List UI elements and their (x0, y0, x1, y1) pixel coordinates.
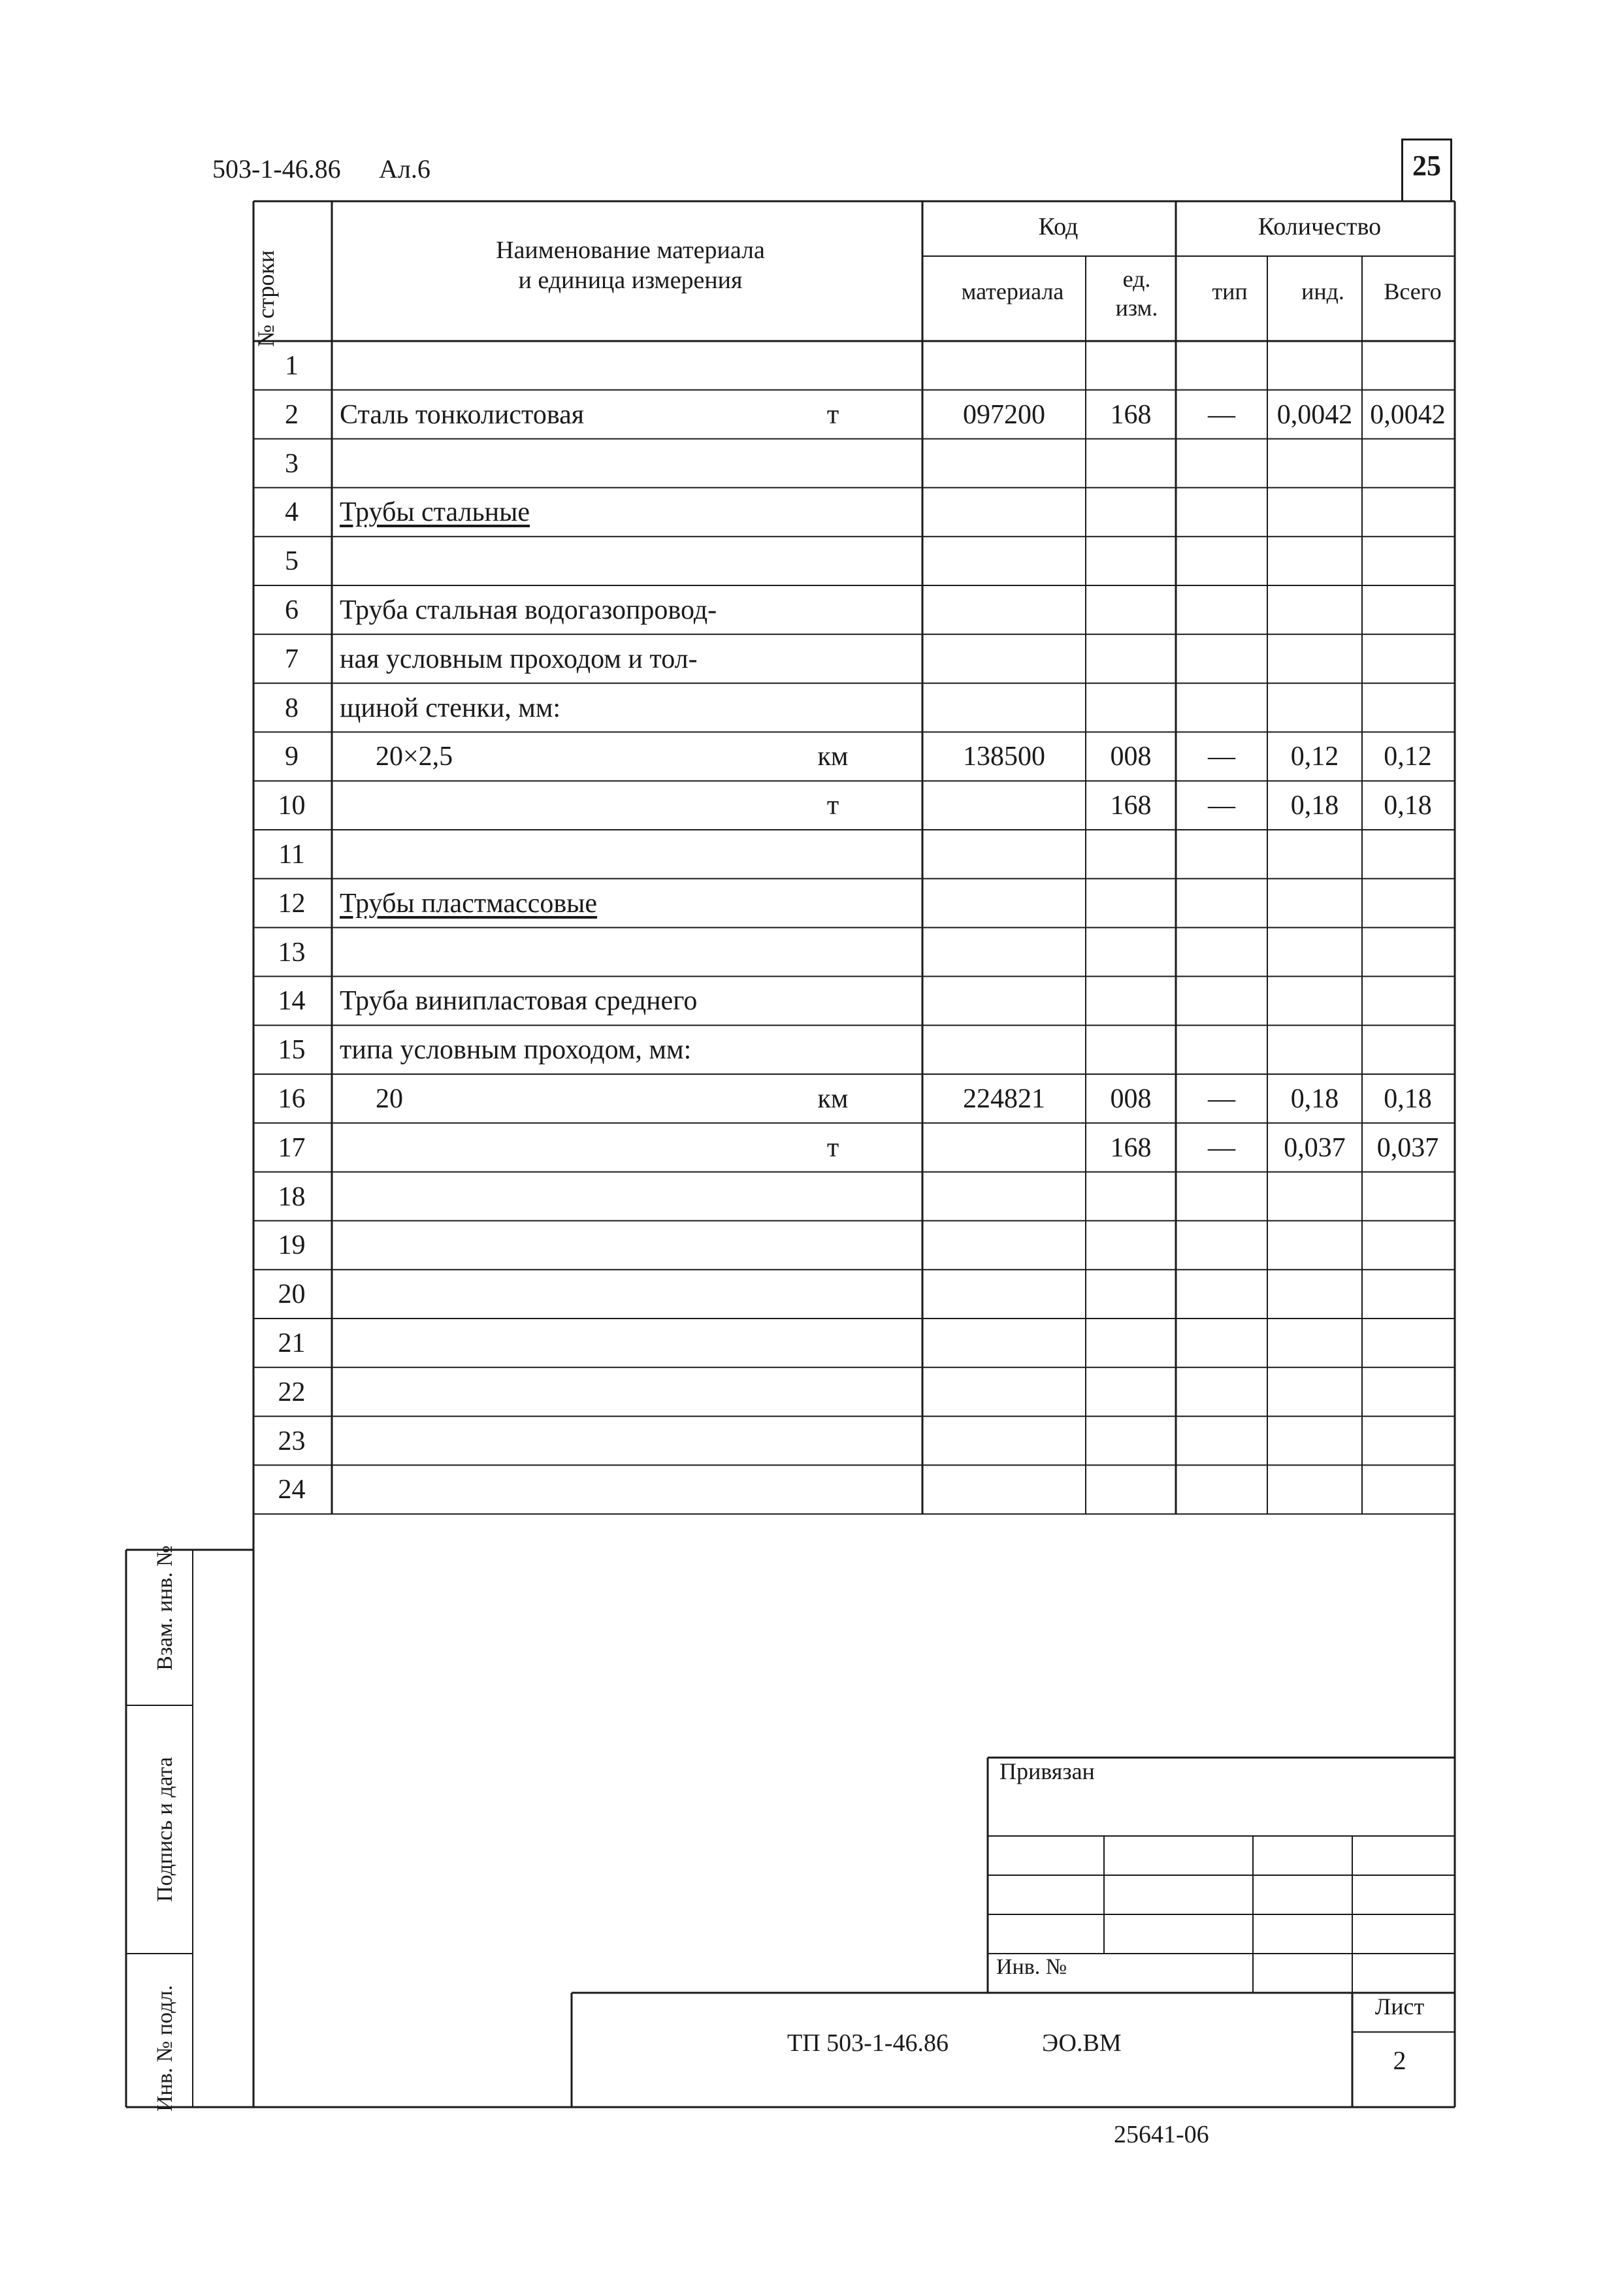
cell-ed: 168 (1110, 1132, 1152, 1163)
cell-n: 3 (285, 448, 299, 479)
cell-n: 8 (285, 693, 299, 723)
cell-mat: 097200 (963, 399, 1045, 430)
cell-n: 23 (278, 1426, 306, 1456)
cell-ind: 0,12 (1290, 742, 1339, 772)
cell-tip: — (1208, 791, 1235, 821)
cell-total: 0,12 (1384, 742, 1432, 772)
cell-name: типа условным проходом, мм: (340, 1035, 692, 1066)
inv-podl-text: Инв. № подл. (153, 1985, 177, 2112)
qty-total-header: Всего (1384, 278, 1442, 304)
cell-n: 2 (285, 399, 299, 430)
sheet-number: 2 (1393, 2046, 1406, 2075)
cell-n: 16 (278, 1084, 306, 1114)
cell-name: ная условным проходом и тол- (340, 644, 698, 674)
code-group-header: Код (1038, 213, 1079, 240)
cell-tip: — (1208, 399, 1235, 430)
cell-total: 0,0042 (1370, 399, 1446, 430)
cell-tip: — (1208, 1084, 1235, 1114)
mark: ЭО.ВМ (1042, 2029, 1122, 2057)
name-header: Наименование материала и единица измерения (496, 237, 765, 294)
cell-n: 10 (278, 791, 306, 821)
zam-inv-label (146, 1536, 185, 1680)
designation: ТП 503-1-46.86 (787, 2029, 949, 2057)
cell-name: щиной стенки, мм: (340, 693, 561, 723)
cell-ind: 0,18 (1290, 791, 1339, 821)
cell-n: 13 (278, 937, 306, 968)
cell-total: 0,037 (1376, 1132, 1439, 1163)
cell-n: 1 (285, 351, 299, 381)
cell-unit: км (817, 1084, 849, 1114)
cell-n: 19 (278, 1230, 306, 1261)
cell-n: 11 (278, 840, 305, 870)
cell-unit: км (817, 742, 849, 772)
cell-ind: 0,037 (1284, 1132, 1346, 1163)
cell-ind: 0,0042 (1276, 399, 1353, 430)
order-number: 25641-06 (1114, 2121, 1209, 2148)
cell-n: 22 (278, 1377, 306, 1407)
cell-unit: т (826, 791, 839, 821)
page-number: 25 (1412, 150, 1441, 182)
cell-name: Сталь тонколистовая (340, 399, 585, 430)
cell-n: 5 (285, 546, 299, 577)
cell-n: 14 (278, 986, 306, 1017)
cell-total: 0,18 (1384, 1084, 1432, 1114)
cell-unit: т (826, 1132, 839, 1163)
cell-mat: 224821 (963, 1084, 1045, 1114)
cell-n: 4 (285, 497, 299, 528)
zam-inv-text: Взам. инв. № (153, 1545, 177, 1671)
cell-n: 7 (285, 644, 299, 674)
cell-n: 12 (278, 888, 306, 919)
cell-n: 15 (278, 1035, 306, 1066)
cell-unit: т (826, 399, 839, 430)
doc-code: 503-1-46.86 (212, 154, 341, 184)
cell-n: 20 (278, 1279, 306, 1310)
cell-tip: — (1208, 1132, 1235, 1163)
cell-ind: 0,18 (1290, 1084, 1339, 1114)
cell-name: 20×2,5 (376, 742, 453, 772)
code-material-header: материала (961, 278, 1064, 304)
cell-ed: 168 (1110, 791, 1152, 821)
sheet-label: Лист (1374, 1993, 1425, 2020)
cell-n: 9 (285, 742, 299, 772)
inv-podl-label (146, 1963, 185, 2133)
cell-n: 21 (278, 1328, 306, 1358)
qty-ind-header: инд. (1301, 278, 1344, 304)
inv-no-label: Инв. № (996, 1955, 1067, 1979)
privyazan-label: Привязан (999, 1758, 1095, 1784)
cell-name: Трубы пластмассовые (340, 888, 598, 919)
cell-n: 6 (285, 595, 299, 625)
row-number-header-text: № строки (253, 250, 279, 348)
cell-ed: 008 (1110, 742, 1152, 772)
sign-date-label (146, 1731, 185, 1927)
qty-group-header: Количество (1258, 213, 1382, 240)
cell-tip: — (1208, 742, 1235, 772)
cell-n: 17 (278, 1132, 306, 1163)
cell-n: 24 (278, 1475, 306, 1505)
cell-ed: 168 (1110, 399, 1152, 430)
cell-name: Труба винипластовая среднего (340, 986, 698, 1017)
cell-total: 0,18 (1384, 791, 1432, 821)
qty-type-header: тип (1212, 278, 1248, 304)
sign-date-text: Подпись и дата (153, 1757, 177, 1902)
cell-name: Труба стальная водогазопровод- (340, 595, 717, 625)
cell-name: 20 (376, 1084, 403, 1114)
cell-n: 18 (278, 1181, 306, 1212)
cell-name: Трубы стальные (340, 497, 530, 528)
cell-ed: 008 (1110, 1084, 1152, 1114)
code-unit-header: ед. изм. (1115, 266, 1158, 321)
album-label: Ал.6 (379, 154, 430, 184)
row-number-header (252, 233, 323, 364)
cell-mat: 138500 (963, 742, 1045, 772)
